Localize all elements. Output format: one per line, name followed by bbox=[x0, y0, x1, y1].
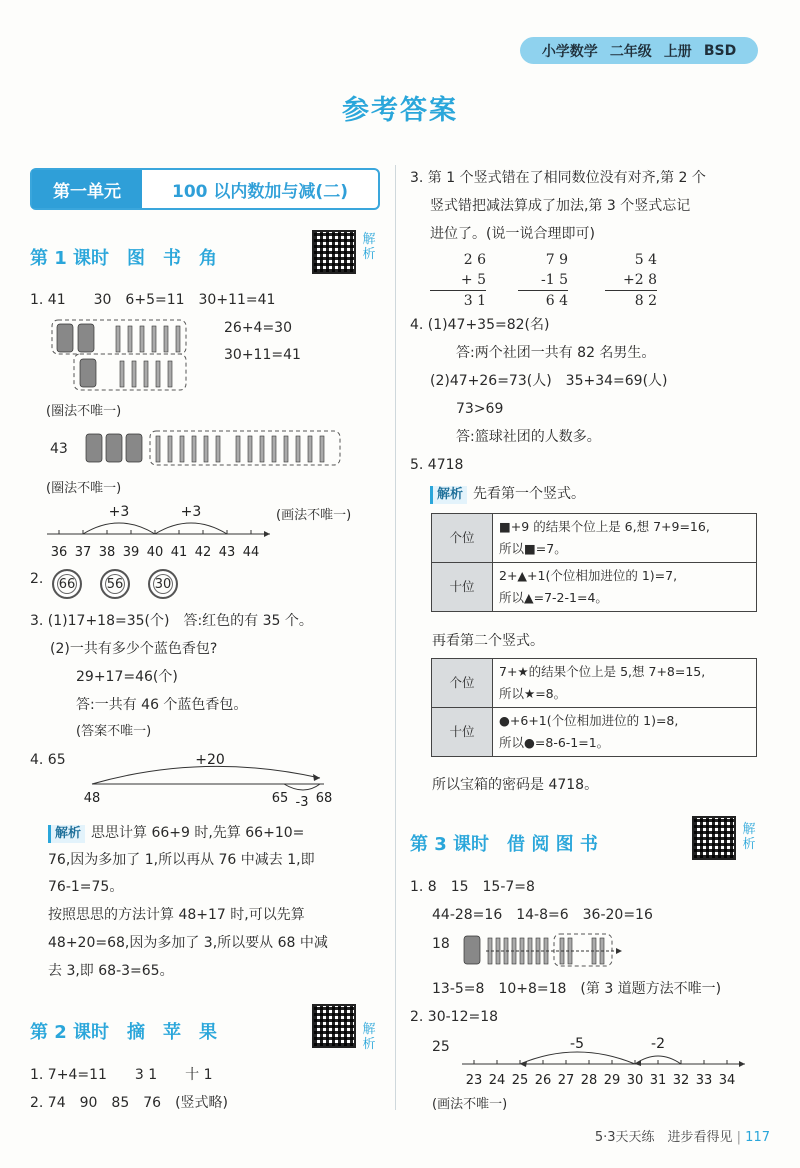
nl3-arcA-label: -5 bbox=[570, 1036, 584, 1052]
sticks-drawing-3 bbox=[462, 930, 632, 970]
lesson-1-title: 第 1 课时 图 书 角 bbox=[30, 248, 218, 269]
vertical-calc-2 bbox=[518, 250, 568, 311]
analysis-tag: 解析 bbox=[430, 486, 467, 504]
table-cell-text: 所以●=8-6-1=1。 bbox=[499, 735, 610, 750]
l2-line1: 1. 7+4=11 3 1 十 1 bbox=[30, 1067, 213, 1083]
l3-n25: 25 bbox=[432, 1039, 450, 1055]
vc-row: + 5 bbox=[460, 272, 486, 288]
qr-code-icon[interactable] bbox=[312, 230, 356, 274]
badge-subject: 小学数学 bbox=[541, 43, 598, 60]
analysis1-line2: 76,因为多加了 1,所以再从 76 中减去 1,即 bbox=[48, 852, 315, 868]
answer-circle: 56 bbox=[100, 569, 130, 599]
nl3-tick-label: 32 bbox=[672, 1073, 690, 1088]
nl3-tick-label: 31 bbox=[649, 1073, 667, 1088]
r3-line1: 3. 第 1 个竖式错在了相同数位没有对齐,第 2 个 bbox=[410, 170, 706, 186]
r3-line3: 进位了。(说一说合理即可) bbox=[430, 226, 595, 242]
analysis1-text: 思思计算 66+9 时,先算 66+10= bbox=[91, 825, 305, 841]
q4-line1: 4. 65 bbox=[30, 752, 66, 768]
nl3-arcB-label: -2 bbox=[651, 1036, 665, 1052]
r4-line2: 答:两个社团一共有 82 名男生。 bbox=[456, 345, 656, 361]
table-cell-text: 所以▲=7-2-1=4。 bbox=[499, 590, 608, 605]
nl1-tick-label: 44 bbox=[242, 545, 260, 560]
nl1-tick-label: 43 bbox=[218, 545, 236, 560]
lesson-3-title: 第 3 课时 借 阅 图 书 bbox=[410, 834, 598, 855]
table-row-head: 个位 bbox=[432, 659, 493, 708]
number-line-2 bbox=[84, 748, 344, 810]
nl1-tick-label: 39 bbox=[122, 545, 140, 560]
analysis1-line1 bbox=[48, 824, 304, 843]
nl1-arc1-label: +3 bbox=[108, 504, 130, 520]
qr-code-icon[interactable] bbox=[692, 816, 736, 860]
number-line-1 bbox=[45, 504, 285, 564]
nl1-tick-label: 37 bbox=[74, 545, 92, 560]
page-footer: 5·3天天练 进步看得见 | 117 bbox=[594, 1130, 770, 1145]
page-title: 参考答案 bbox=[342, 95, 458, 126]
table-cell-text: 2+▲+1(个位相加进位的 1)=7, bbox=[499, 568, 678, 583]
nl3-tick-label: 28 bbox=[580, 1073, 598, 1088]
nl3-tick-label: 26 bbox=[534, 1073, 552, 1088]
unit-label: 第一单元 bbox=[32, 170, 142, 208]
vc-row: 5 4 bbox=[634, 252, 657, 268]
nl1-tick-label: 42 bbox=[194, 545, 212, 560]
q3-line3: 29+17=46(个) bbox=[76, 669, 178, 685]
nl3-tick-label: 33 bbox=[695, 1073, 713, 1088]
l3-line3: 13-5=8 10+8=18 (第 3 道题方法不唯一) bbox=[432, 981, 722, 997]
vertical-calc-3 bbox=[605, 250, 657, 311]
q1-n43: 43 bbox=[50, 441, 68, 457]
vc-result: 6 4 bbox=[518, 290, 568, 311]
sticks-drawing-2 bbox=[84, 428, 344, 470]
r5-end: 所以宝箱的密码是 4718。 bbox=[432, 777, 599, 793]
l3-line2: 44-28=16 14-8=6 36-20=16 bbox=[432, 907, 653, 923]
r5-line1: 5. 4718 bbox=[410, 457, 464, 473]
vc-result: 3 1 bbox=[430, 290, 486, 311]
nl3-tick-label: 24 bbox=[488, 1073, 506, 1088]
book-badge bbox=[520, 37, 758, 64]
badge-volume: 上册 bbox=[663, 43, 692, 60]
q3-line4: 答:一共有 46 个蓝色香包。 bbox=[76, 697, 248, 713]
nl3-tick-label: 23 bbox=[465, 1073, 483, 1088]
nl1-tick-label: 41 bbox=[170, 545, 188, 560]
q2-num: 2. bbox=[30, 571, 44, 587]
r4-line1: 4. (1)47+35=82(名) bbox=[410, 317, 550, 333]
analysis1-line4: 按照思思的方法计算 48+17 时,可以先算 bbox=[48, 907, 305, 923]
analysis-tag: 解析 bbox=[48, 825, 85, 843]
q1-eq2: 26+4=30 bbox=[224, 320, 292, 336]
r4-line3: (2)47+26=73(人) 35+34=69(人) bbox=[430, 373, 668, 389]
footer-brand: 5·3天天练 进步看得见 bbox=[594, 1130, 733, 1145]
nl1-tick-label: 40 bbox=[146, 545, 164, 560]
nl1-arc2-label: +3 bbox=[180, 504, 202, 520]
table-cell-text: ●+6+1(个位相加进位的 1)=8, bbox=[499, 713, 679, 728]
qr-analysis-label: 解析 bbox=[742, 822, 756, 852]
l3-line1: 1. 8 15 15-7=8 bbox=[410, 879, 535, 895]
nl3-tick-label: 34 bbox=[718, 1073, 736, 1088]
table-cell-text: 所以■=7。 bbox=[499, 541, 567, 556]
r5-intro bbox=[430, 485, 585, 504]
vertical-calc-1 bbox=[430, 250, 486, 311]
r4-line5: 答:篮球社团的人数多。 bbox=[456, 429, 601, 445]
answer-circle: 30 bbox=[148, 569, 178, 599]
lesson-2-title: 第 2 课时 摘 苹 果 bbox=[30, 1022, 218, 1043]
qr-analysis-label: 解析 bbox=[362, 1022, 376, 1052]
badge-grade: 二年级 bbox=[609, 43, 652, 60]
table-cell-text: ■+9 的结果个位上是 6,想 7+9=16, bbox=[499, 519, 710, 534]
l3-note: (画法不唯一) bbox=[432, 1097, 508, 1112]
l3-n18: 18 bbox=[432, 936, 450, 952]
table-cell-text: 所以★=8。 bbox=[499, 686, 567, 701]
nl1-tick-label: 38 bbox=[98, 545, 116, 560]
vc-row: 2 6 bbox=[463, 252, 486, 268]
nl3-tick-label: 30 bbox=[626, 1073, 644, 1088]
vc-row: +2 8 bbox=[623, 272, 657, 288]
q1-note1: (圈法不唯一) bbox=[46, 404, 122, 419]
r5-intro-text: 先看第一个竖式。 bbox=[473, 486, 586, 502]
nl2-mid: 65 bbox=[271, 791, 289, 806]
table-row-head: 个位 bbox=[432, 514, 493, 563]
table-row-head: 十位 bbox=[432, 563, 493, 612]
table-cell-text: 7+★的结果个位上是 5,想 7+8=15, bbox=[499, 664, 706, 679]
analysis1-line3: 76-1=75。 bbox=[48, 879, 124, 895]
column-divider bbox=[395, 165, 396, 1110]
nl3-tick-label: 27 bbox=[557, 1073, 575, 1088]
vc-row: 7 9 bbox=[545, 252, 568, 268]
digit-table-1 bbox=[431, 513, 757, 612]
nl3-tick-label: 25 bbox=[511, 1073, 529, 1088]
analysis1-line6: 去 3,即 68-3=65。 bbox=[48, 963, 174, 979]
r3-line2: 竖式错把减法算成了加法,第 3 个竖式忘记 bbox=[430, 198, 691, 214]
q3-line2: (2)一共有多少个蓝色香包? bbox=[50, 641, 218, 657]
q1-eq3: 30+11=41 bbox=[224, 347, 301, 363]
q1-note2: (圈法不唯一) bbox=[46, 481, 122, 496]
qr-analysis-label: 解析 bbox=[362, 232, 376, 262]
nl1-tick-label: 36 bbox=[50, 545, 68, 560]
l2-line2: 2. 74 90 85 76 (竖式略) bbox=[30, 1095, 228, 1111]
number-line-3 bbox=[460, 1034, 750, 1090]
page-number: 117 bbox=[745, 1130, 770, 1145]
sticks-drawing-1 bbox=[50, 318, 195, 392]
unit-header bbox=[30, 168, 380, 210]
nl3-tick-label: 29 bbox=[603, 1073, 621, 1088]
r4-line4: 73>69 bbox=[456, 401, 504, 417]
nl2-arc-label: +20 bbox=[195, 752, 225, 768]
r5-mid: 再看第二个竖式。 bbox=[432, 633, 544, 649]
unit-name: 100 以内数加与减(二) bbox=[172, 181, 348, 202]
answer-circle: 66 bbox=[52, 569, 82, 599]
digit-table-2 bbox=[431, 658, 757, 757]
q1-note3: (画法不唯一) bbox=[276, 508, 352, 523]
vc-result: 8 2 bbox=[605, 290, 657, 311]
vc-row: -1 5 bbox=[541, 272, 568, 288]
q3-line1: 3. (1)17+18=35(个) 答:红色的有 35 个。 bbox=[30, 613, 313, 629]
analysis1-line5: 48+20=68,因为多加了 3,所以要从 68 中减 bbox=[48, 935, 328, 951]
badge-edition: BSD bbox=[703, 42, 737, 59]
q3-line5: (答案不唯一) bbox=[76, 724, 152, 739]
l3-line4: 2. 30-12=18 bbox=[410, 1009, 499, 1025]
q1-line1: 1. 41 30 6+5=11 30+11=41 bbox=[30, 292, 276, 308]
nl2-start: 48 bbox=[83, 791, 101, 806]
qr-code-icon[interactable] bbox=[312, 1004, 356, 1048]
nl2-minus: -3 bbox=[295, 795, 309, 810]
nl2-end: 68 bbox=[315, 791, 333, 806]
table-row-head: 十位 bbox=[432, 708, 493, 757]
